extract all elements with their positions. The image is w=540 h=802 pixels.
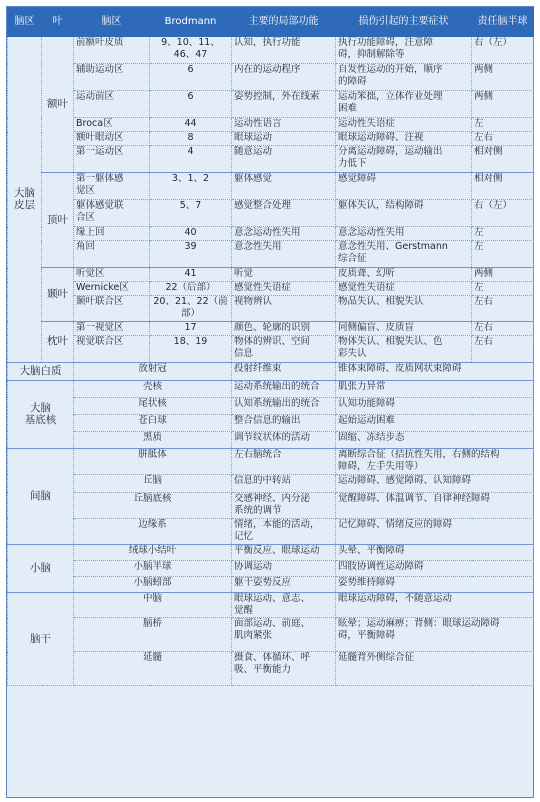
header-row: [8, 8, 534, 37]
area-name: 边缘系: [74, 518, 232, 544]
table-row: [8, 146, 534, 173]
brodmann-number: 22（后部）: [150, 282, 232, 296]
damage-symptom: 意念运动性失用: [336, 227, 472, 241]
local-function: 平衡反应、眼球运动: [232, 544, 336, 560]
area-name: 延髓: [74, 652, 232, 686]
table-row: [8, 618, 534, 652]
local-function: 物体的辨识、空间 信息: [232, 335, 336, 362]
area-name: 苍白球: [74, 414, 232, 431]
table-row: [8, 118, 534, 132]
area-name: 尾状核: [74, 397, 232, 414]
white-matter-label: 大脑白质: [8, 362, 74, 380]
damage-symptom: 物品失认、相貌失认: [336, 296, 472, 322]
responsible-hemisphere: 左右: [472, 335, 534, 362]
local-function: 随意运动: [232, 146, 336, 173]
table-row: [8, 200, 534, 227]
header-region: 脑区: [8, 8, 42, 37]
damage-symptom: 固缩、冻结步态: [336, 431, 534, 448]
table-body: [8, 37, 534, 686]
local-function: 眼球运动、意志、 觉醒: [232, 592, 336, 618]
local-function: 颜色、轮廓的识别: [232, 321, 336, 335]
damage-symptom: 记忆障碍、情绪反应的障碍: [336, 518, 534, 544]
responsible-hemisphere: 两侧: [472, 91, 534, 118]
area-name: Broca区: [74, 118, 150, 132]
area-name: 黑质: [74, 431, 232, 448]
table-row: [8, 576, 534, 592]
parietal-lobe-label: 顶叶: [42, 173, 74, 268]
occipital-lobe-label: 枕叶: [42, 321, 74, 362]
local-function: 认知，执行功能: [232, 37, 336, 64]
area-name: Wernicke区: [74, 282, 150, 296]
damage-symptom: 离断综合征（拮抗性失用，右侧的结构 障碍，左手失用等）: [336, 448, 534, 474]
area-name: 额叶眼动区: [74, 132, 150, 146]
table-row: [8, 173, 534, 200]
responsible-hemisphere: 左右: [472, 132, 534, 146]
area-name: 缘上回: [74, 227, 150, 241]
table-row: [8, 414, 534, 431]
damage-symptom: 分离运动障碍，运动输出 力低下: [336, 146, 472, 173]
brodmann-number: 5、7: [150, 200, 232, 227]
table-row: [8, 321, 534, 335]
local-function: 听觉: [232, 268, 336, 282]
damage-symptom: 皮质聋、幻听: [336, 268, 472, 282]
local-function: 躯干姿势反应: [232, 576, 336, 592]
area-name: 运动前区: [74, 91, 150, 118]
area-name: 脑桥: [74, 618, 232, 652]
local-function: 运动系统输出的统合: [232, 380, 336, 397]
damage-symptom: 肌张力异常: [336, 380, 534, 397]
damage-symptom: 运动障碍、感觉障碍、认知障碍: [336, 474, 534, 492]
brodmann-number: 39: [150, 241, 232, 268]
local-function: 面部运动、前庭、 肌肉紧张: [232, 618, 336, 652]
responsible-hemisphere: 两侧: [472, 64, 534, 91]
brodmann-number: 20、21、22（前部）: [150, 296, 232, 322]
cortex-region-label: 大脑 皮层: [8, 37, 42, 363]
table-row: [8, 492, 534, 518]
table-row: [8, 544, 534, 560]
damage-symptom: 眼球运动障碍、注视: [336, 132, 472, 146]
diencephalon-label: 间脑: [8, 448, 74, 544]
brain-region-table-sheet: [6, 6, 534, 798]
local-function: 调节纹状体的活动: [232, 431, 336, 448]
damage-symptom: 物体失认、相貌失认、色 彩失认: [336, 335, 472, 362]
local-function: 运动性语言: [232, 118, 336, 132]
local-function: 信息的中转站: [232, 474, 336, 492]
local-function: 摄食、体循环、呼 吸、平衡能力: [232, 652, 336, 686]
brodmann-number: 3、1、2: [150, 173, 232, 200]
area-name: 听觉区: [74, 268, 150, 282]
responsible-hemisphere: 相对侧: [472, 173, 534, 200]
brain-region-table: [7, 7, 534, 686]
local-function: 感觉整合处理: [232, 200, 336, 227]
area-name: 第一视觉区: [74, 321, 150, 335]
area-name: 绒球小结叶: [74, 544, 232, 560]
local-function: 认知系统输出的统合: [232, 397, 336, 414]
local-function: 眼球运动: [232, 132, 336, 146]
brodmann-number: 17: [150, 321, 232, 335]
area-name: 前额叶皮质: [74, 37, 150, 64]
local-function: 整合信息的输出: [232, 414, 336, 431]
area-name: 躯体感觉联 合区: [74, 200, 150, 227]
header-function: 主要的局部功能: [232, 8, 336, 37]
damage-symptom: 运动性失语症: [336, 118, 472, 132]
damage-symptom: 执行功能障碍，注意障 碍，抑制解除等: [336, 37, 472, 64]
header-hemisphere: 责任脑半球: [472, 8, 534, 37]
table-row: [8, 132, 534, 146]
area-name: 辅助运动区: [74, 64, 150, 91]
table-row: [8, 474, 534, 492]
header-lobe: 叶: [42, 8, 74, 37]
damage-symptom: 躯体失认，结构障碍: [336, 200, 472, 227]
local-function: 内在的运动程序: [232, 64, 336, 91]
damage-symptom: 觉醒障碍、体温调节、自律神经障碍: [336, 492, 534, 518]
table-row: [8, 448, 534, 474]
local-function: 情绪，本能的活动， 记忆: [232, 518, 336, 544]
table-row: [8, 296, 534, 322]
brodmann-number: 44: [150, 118, 232, 132]
brodmann-number: 6: [150, 91, 232, 118]
table-row: [8, 268, 534, 282]
responsible-hemisphere: 左: [472, 282, 534, 296]
responsible-hemisphere: 左: [472, 227, 534, 241]
damage-symptom: 眩晕；运动麻痹；背侧：眼球运动障碍 碍，平衡障碍: [336, 618, 534, 652]
local-function: 感觉性失语症: [232, 282, 336, 296]
table-row: [8, 335, 534, 362]
responsible-hemisphere: 相对侧: [472, 146, 534, 173]
frontal-lobe-label: 额叶: [42, 37, 74, 173]
damage-symptom: 意念性失用、Gerstmann 综合征: [336, 241, 472, 268]
area-name: 第一运动区: [74, 146, 150, 173]
table-row: [8, 227, 534, 241]
table-row: [8, 64, 534, 91]
damage-symptom: 锥体束障碍、皮质网状束障碍: [336, 362, 534, 380]
area-name: 壳核: [74, 380, 232, 397]
responsible-hemisphere: 左: [472, 241, 534, 268]
cerebellum-label: 小脑: [8, 544, 74, 592]
area-name: 丘脑底核: [74, 492, 232, 518]
damage-symptom: 起始运动困难: [336, 414, 534, 431]
damage-symptom: 运动笨拙，立体作业处理 困难: [336, 91, 472, 118]
local-function: 交感神经、内分泌 系统的调节: [232, 492, 336, 518]
area-name: 第一躯体感 觉区: [74, 173, 150, 200]
table-row: [8, 380, 534, 397]
temporal-lobe-label: 颞叶: [42, 268, 74, 322]
responsible-hemisphere: 两侧: [472, 268, 534, 282]
area-name: 小脑蚓部: [74, 576, 232, 592]
table-row: [8, 431, 534, 448]
table-row: [8, 241, 534, 268]
brodmann-number: 9、10、11、 46、47: [150, 37, 232, 64]
damage-symptom: 自发性运动的开始，顺序 的障碍: [336, 64, 472, 91]
table-row: [8, 37, 534, 64]
local-function: 意念性失用: [232, 241, 336, 268]
area-name: 小脑半球: [74, 560, 232, 576]
damage-symptom: 四肢协调性运动障碍: [336, 560, 534, 576]
area-name: 视觉联合区: [74, 335, 150, 362]
damage-symptom: 感觉性失语症: [336, 282, 472, 296]
brainstem-label: 脑干: [8, 592, 74, 686]
local-function: 视物辨认: [232, 296, 336, 322]
responsible-hemisphere: 右（左）: [472, 200, 534, 227]
local-function: 协调运动: [232, 560, 336, 576]
damage-symptom: 延髓背外侧综合征: [336, 652, 534, 686]
table-row: [8, 282, 534, 296]
table-row: [8, 362, 534, 380]
responsible-hemisphere: 右（左）: [472, 37, 534, 64]
responsible-hemisphere: 左右: [472, 321, 534, 335]
area-name: 中脑: [74, 592, 232, 618]
local-function: 意念运动性失用: [232, 227, 336, 241]
area-name: 颞叶联合区: [74, 296, 150, 322]
damage-symptom: 感觉障碍: [336, 173, 472, 200]
brodmann-number: 6: [150, 64, 232, 91]
brodmann-number: 40: [150, 227, 232, 241]
area-name: 角回: [74, 241, 150, 268]
brodmann-number: 8: [150, 132, 232, 146]
table-row: [8, 652, 534, 686]
header-symptom: 损伤引起的主要症状: [336, 8, 472, 37]
area-name: 胼胝体: [74, 448, 232, 474]
local-function: 左右脑统合: [232, 448, 336, 474]
local-function: 投射纤维束: [232, 362, 336, 380]
table-row: [8, 91, 534, 118]
responsible-hemisphere: 左右: [472, 296, 534, 322]
table-row: [8, 592, 534, 618]
responsible-hemisphere: 左: [472, 118, 534, 132]
area-name: 丘脑: [74, 474, 232, 492]
header-brodmann: Brodmann: [150, 8, 232, 37]
table-row: [8, 518, 534, 544]
basal-ganglia-label: 大脑 基底核: [8, 380, 74, 448]
damage-symptom: 头晕、平衡障碍: [336, 544, 534, 560]
table-row: [8, 560, 534, 576]
brodmann-number: 4: [150, 146, 232, 173]
header-area: 脑区: [74, 8, 150, 37]
local-function: 躯体感觉: [232, 173, 336, 200]
damage-symptom: 眼球运动障碍，不随意运动: [336, 592, 534, 618]
brodmann-number: 41: [150, 268, 232, 282]
damage-symptom: 姿势维持障碍: [336, 576, 534, 592]
table-row: [8, 397, 534, 414]
area-name: 放射冠: [74, 362, 232, 380]
brodmann-number: 18、19: [150, 335, 232, 362]
local-function: 姿势控制，外在线索: [232, 91, 336, 118]
damage-symptom: 同侧偏盲、皮质盲: [336, 321, 472, 335]
damage-symptom: 认知功能障碍: [336, 397, 534, 414]
